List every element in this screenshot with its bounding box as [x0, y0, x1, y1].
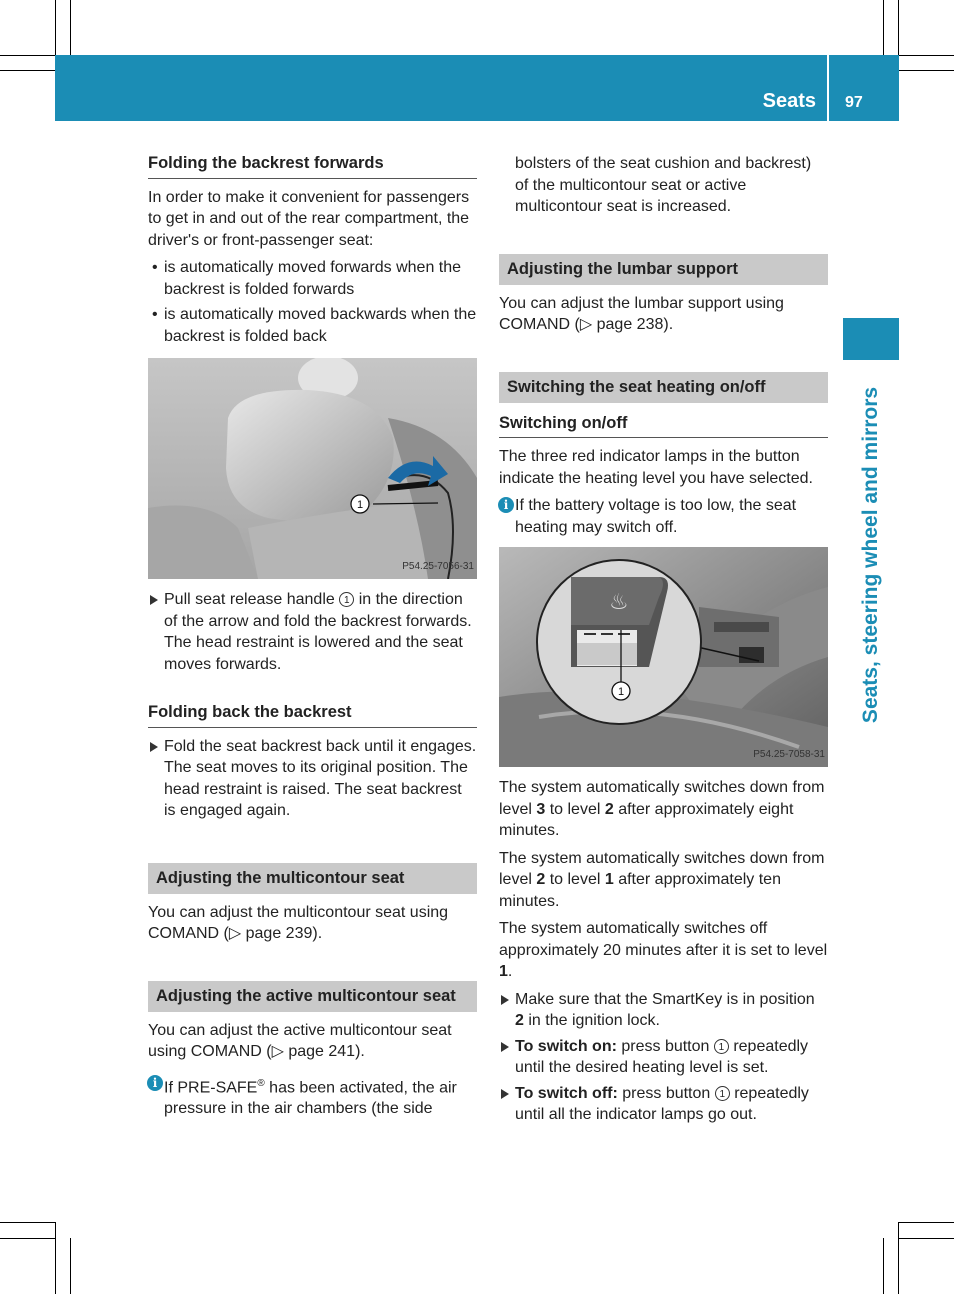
page-number: 97 — [845, 94, 863, 111]
header-divider — [827, 55, 829, 121]
heading-lumbar: Adjusting the lumbar support — [499, 254, 828, 285]
list-item: • is automatically moved forwards when the backrest is folded forwards — [148, 257, 477, 300]
callout-1: 1 — [714, 1039, 729, 1054]
level-3-paragraph: The system automatically switches down from level 3 to level 2 after approximately eight minutes. — [499, 779, 825, 839]
heading-folding-forwards: Folding the backrest forwards — [148, 153, 477, 179]
info-presafe: i If PRE-SAFE® has been activated, the air pressure in the air chambers (the side — [148, 1073, 477, 1120]
heading-switching: Switching on/off — [499, 413, 828, 439]
level-1-paragraph: The system automatically switches off approximately 20 minutes after it is set to level 1. — [499, 920, 828, 980]
level-2-paragraph: The system automatically switches down from level 2 to level 1 after approximately ten minutes. — [499, 849, 825, 910]
lamps-paragraph: The three red indicator lamps in the button indicate the heating level you have selected. — [499, 448, 813, 487]
heading-multicontour: Adjusting the multicontour seat — [148, 863, 477, 894]
step-fold-back: Fold the seat backrest back until it engages. The seat moves to its original position. The head restraint is raised. The seat backrest is engaged again. — [148, 736, 477, 822]
callout-1: 1 — [715, 1086, 730, 1101]
heading-seat-heating: Switching the seat heating on/off — [499, 372, 828, 403]
right-column — [499, 153, 828, 1130]
step-switch-off: To switch off: press button 1 repeatedly until all the indicator lamps go out. — [499, 1083, 828, 1126]
info-icon: i — [498, 497, 514, 513]
chapter-title: Seats, steering wheel and mirrors — [859, 386, 882, 724]
list-item: • is automatically moved backwards when the backrest is folded back — [148, 304, 477, 347]
chapter-tab — [843, 318, 899, 360]
seat-backrest-image — [148, 358, 477, 579]
left-column — [148, 153, 477, 1120]
continued-paragraph: bolsters of the seat cushion and backrest) of the multicontour seat or active multicontour seat is increased. — [515, 155, 812, 215]
info-icon: i — [147, 1075, 163, 1091]
callout-1: 1 — [356, 499, 364, 511]
callout-1: 1 — [617, 686, 625, 698]
heading-active-multicontour: Adjusting the active multicontour seat — [148, 981, 477, 1012]
image-code: P54.25-7058-31 — [753, 748, 825, 760]
info-battery: i If the battery voltage is too low, the seat heating may switch off. — [499, 495, 828, 538]
active-multicontour-paragraph: You can adjust the active multicontour seat using COMAND (▷ page 241). — [148, 1021, 452, 1060]
svg-text:♨: ♨ — [609, 590, 629, 615]
step-pull-handle: Pull seat release handle 1 in the direction of the arrow and fold the backrest forwards. The head restraint is lowered and the seat moves forwards. — [148, 589, 477, 675]
image-code: P54.25-7056-31 — [402, 560, 474, 572]
callout-1: 1 — [339, 592, 354, 607]
multicontour-paragraph: You can adjust the multicontour seat using COMAND (▷ page 239). — [148, 903, 449, 942]
seat-heating-button-image — [499, 547, 828, 767]
step-smartkey: Make sure that the SmartKey is in position 2 in the ignition lock. — [499, 989, 828, 1032]
step-switch-on: To switch on: press button 1 repeatedly until the desired heating level is set. — [499, 1036, 828, 1079]
heading-folding-back: Folding back the backrest — [148, 702, 477, 728]
section-title: Seats — [762, 90, 816, 112]
lumbar-paragraph: You can adjust the lumbar support using COMAND (▷ page 238). — [499, 294, 784, 333]
intro-paragraph: In order to make it convenient for passengers to get in and out of the rear compartment, the driver's or front-passenger seat: — [148, 188, 470, 249]
